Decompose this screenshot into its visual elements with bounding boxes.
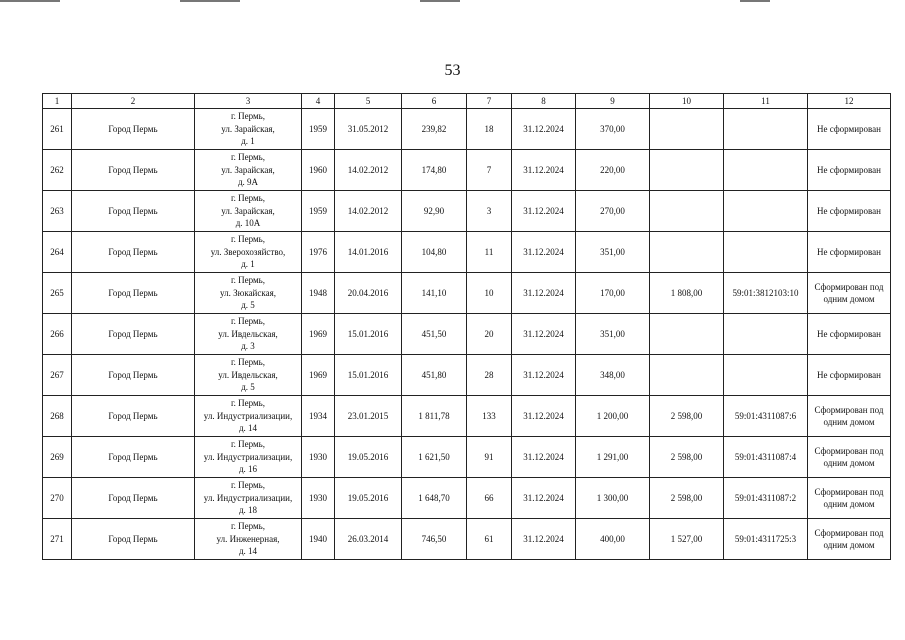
address-line: г. Пермь,	[230, 152, 266, 163]
date-cell: 14.01.2016	[335, 232, 402, 273]
address-line: г. Пермь,	[230, 275, 266, 286]
address-line: г. Пермь,	[230, 439, 266, 450]
build-year-cell: 1948	[302, 273, 335, 314]
deadline-cell: 31.12.2024	[512, 273, 576, 314]
value-cell: 351,00	[576, 314, 650, 355]
land-area-cell	[650, 150, 724, 191]
residents-count-cell: 3	[467, 191, 512, 232]
address-cell	[195, 273, 302, 314]
table-row	[43, 519, 891, 560]
land-area-cell: 2 598,00	[650, 396, 724, 437]
deadline-cell: 31.12.2024	[512, 232, 576, 273]
build-year-cell: 1940	[302, 519, 335, 560]
area-cell: 1 621,50	[402, 437, 467, 478]
cadastral-number-cell	[724, 191, 808, 232]
residents-count-cell: 91	[467, 437, 512, 478]
area-cell: 174,80	[402, 150, 467, 191]
deadline-cell: 31.12.2024	[512, 437, 576, 478]
land-area-cell	[650, 191, 724, 232]
land-status-cell: Не сформирован	[808, 232, 891, 273]
area-cell: 746,50	[402, 519, 467, 560]
housing-register-table	[42, 93, 891, 560]
column-header: 11	[724, 94, 808, 109]
area-cell: 1 648,70	[402, 478, 467, 519]
row-number-cell: 269	[43, 437, 72, 478]
cadastral-number-cell	[724, 150, 808, 191]
build-year-cell: 1969	[302, 355, 335, 396]
residents-count-cell: 66	[467, 478, 512, 519]
scan-edge-mark	[180, 0, 240, 2]
cadastral-number-cell: 59:01:4311087:4	[724, 437, 808, 478]
column-header: 5	[335, 94, 402, 109]
row-number-cell: 270	[43, 478, 72, 519]
table-row	[43, 314, 891, 355]
municipality-cell: Город Пермь	[72, 109, 195, 150]
column-header: 1	[43, 94, 72, 109]
column-header: 3	[195, 94, 302, 109]
scan-edge-mark	[420, 0, 460, 2]
address-line: д. 18	[238, 505, 258, 516]
address-line: г. Пермь,	[230, 357, 266, 368]
column-header: 12	[808, 94, 891, 109]
address-cell	[195, 396, 302, 437]
land-area-cell	[650, 232, 724, 273]
date-cell: 19.05.2016	[335, 478, 402, 519]
area-cell: 451,50	[402, 314, 467, 355]
land-status-cell: Сформирован под одним домом	[808, 519, 891, 560]
address-line: ул. Ивдельская,	[218, 369, 278, 380]
residents-count-cell: 20	[467, 314, 512, 355]
area-cell: 92,90	[402, 191, 467, 232]
municipality-cell: Город Пермь	[72, 478, 195, 519]
build-year-cell: 1959	[302, 191, 335, 232]
table-row	[43, 232, 891, 273]
column-number-header-row	[43, 94, 891, 109]
deadline-cell: 31.12.2024	[512, 396, 576, 437]
cadastral-number-cell: 59:01:4311087:6	[724, 396, 808, 437]
land-area-cell: 2 598,00	[650, 478, 724, 519]
deadline-cell: 31.12.2024	[512, 478, 576, 519]
land-area-cell: 1 808,00	[650, 273, 724, 314]
area-cell: 104,80	[402, 232, 467, 273]
row-number-cell: 261	[43, 109, 72, 150]
date-cell: 19.05.2016	[335, 437, 402, 478]
address-cell	[195, 109, 302, 150]
area-cell: 451,80	[402, 355, 467, 396]
address-line: ул. Зверохозяйство,	[210, 246, 286, 257]
value-cell: 1 291,00	[576, 437, 650, 478]
date-cell: 15.01.2016	[335, 314, 402, 355]
municipality-cell: Город Пермь	[72, 314, 195, 355]
address-line: ул. Индустриализации,	[203, 410, 293, 421]
date-cell: 26.03.2014	[335, 519, 402, 560]
address-line: г. Пермь,	[230, 193, 266, 204]
address-cell	[195, 232, 302, 273]
address-line: ул. Индустриализации,	[203, 492, 293, 503]
land-status-cell: Не сформирован	[808, 150, 891, 191]
table-row	[43, 478, 891, 519]
address-line: ул. Инженерная,	[216, 533, 280, 544]
scan-edge-mark	[740, 0, 770, 2]
municipality-cell: Город Пермь	[72, 232, 195, 273]
row-number-cell: 263	[43, 191, 72, 232]
column-header: 9	[576, 94, 650, 109]
date-cell: 14.02.2012	[335, 191, 402, 232]
address-line: д. 9А	[237, 177, 259, 188]
column-header: 6	[402, 94, 467, 109]
date-cell: 15.01.2016	[335, 355, 402, 396]
address-line: д. 14	[238, 423, 258, 434]
value-cell: 351,00	[576, 232, 650, 273]
column-header: 10	[650, 94, 724, 109]
address-line: д. 1	[241, 136, 255, 147]
scan-edge-mark	[0, 0, 60, 2]
municipality-cell: Город Пермь	[72, 191, 195, 232]
build-year-cell: 1934	[302, 396, 335, 437]
table-row	[43, 437, 891, 478]
address-cell	[195, 519, 302, 560]
land-status-cell: Сформирован под одним домом	[808, 478, 891, 519]
residents-count-cell: 61	[467, 519, 512, 560]
address-cell	[195, 437, 302, 478]
residents-count-cell: 18	[467, 109, 512, 150]
address-cell	[195, 150, 302, 191]
cadastral-number-cell	[724, 314, 808, 355]
address-cell	[195, 314, 302, 355]
build-year-cell: 1960	[302, 150, 335, 191]
build-year-cell: 1959	[302, 109, 335, 150]
land-area-cell: 2 598,00	[650, 437, 724, 478]
land-status-cell: Сформирован под одним домом	[808, 396, 891, 437]
land-area-cell	[650, 109, 724, 150]
address-line: д. 5	[241, 382, 255, 393]
deadline-cell: 31.12.2024	[512, 314, 576, 355]
municipality-cell: Город Пермь	[72, 437, 195, 478]
deadline-cell: 31.12.2024	[512, 109, 576, 150]
address-line: г. Пермь,	[230, 398, 266, 409]
land-status-cell: Сформирован под одним домом	[808, 437, 891, 478]
address-line: д. 16	[238, 464, 258, 475]
cadastral-number-cell: 59:01:3812103:10	[724, 273, 808, 314]
address-line: ул. Зарайская,	[221, 205, 275, 216]
table-row	[43, 355, 891, 396]
cadastral-number-cell	[724, 232, 808, 273]
land-area-cell: 1 527,00	[650, 519, 724, 560]
table-row	[43, 191, 891, 232]
row-number-cell: 268	[43, 396, 72, 437]
value-cell: 348,00	[576, 355, 650, 396]
date-cell: 31.05.2012	[335, 109, 402, 150]
municipality-cell: Город Пермь	[72, 355, 195, 396]
address-line: ул. Зарайская,	[221, 123, 275, 134]
deadline-cell: 31.12.2024	[512, 191, 576, 232]
municipality-cell: Город Пермь	[72, 519, 195, 560]
address-line: д. 14	[238, 546, 258, 557]
table-row	[43, 109, 891, 150]
land-status-cell: Не сформирован	[808, 109, 891, 150]
row-number-cell: 271	[43, 519, 72, 560]
address-line: г. Пермь,	[230, 234, 266, 245]
deadline-cell: 31.12.2024	[512, 519, 576, 560]
address-line: г. Пермь,	[230, 480, 266, 491]
row-number-cell: 266	[43, 314, 72, 355]
address-line: ул. Ивдельская,	[218, 328, 278, 339]
row-number-cell: 267	[43, 355, 72, 396]
value-cell: 1 300,00	[576, 478, 650, 519]
value-cell: 400,00	[576, 519, 650, 560]
value-cell: 270,00	[576, 191, 650, 232]
address-line: д. 5	[241, 300, 255, 311]
residents-count-cell: 7	[467, 150, 512, 191]
row-number-cell: 264	[43, 232, 72, 273]
value-cell: 1 200,00	[576, 396, 650, 437]
cadastral-number-cell: 59:01:4311725:3	[724, 519, 808, 560]
column-header: 4	[302, 94, 335, 109]
date-cell: 20.04.2016	[335, 273, 402, 314]
build-year-cell: 1969	[302, 314, 335, 355]
municipality-cell: Город Пермь	[72, 396, 195, 437]
residents-count-cell: 11	[467, 232, 512, 273]
value-cell: 220,00	[576, 150, 650, 191]
land-status-cell: Не сформирован	[808, 191, 891, 232]
address-line: г. Пермь,	[230, 111, 266, 122]
address-line: ул. Зарайская,	[221, 164, 275, 175]
cadastral-number-cell: 59:01:4311087:2	[724, 478, 808, 519]
land-status-cell: Не сформирован	[808, 355, 891, 396]
page-number: 53	[444, 62, 461, 79]
column-header: 7	[467, 94, 512, 109]
residents-count-cell: 28	[467, 355, 512, 396]
deadline-cell: 31.12.2024	[512, 150, 576, 191]
row-number-cell: 265	[43, 273, 72, 314]
table-row	[43, 273, 891, 314]
date-cell: 14.02.2012	[335, 150, 402, 191]
address-line: г. Пермь,	[230, 521, 266, 532]
land-status-cell: Сформирован под одним домом	[808, 273, 891, 314]
cadastral-number-cell	[724, 109, 808, 150]
row-number-cell: 262	[43, 150, 72, 191]
area-cell: 141,10	[402, 273, 467, 314]
residents-count-cell: 133	[467, 396, 512, 437]
address-cell	[195, 355, 302, 396]
deadline-cell: 31.12.2024	[512, 355, 576, 396]
table-row	[43, 150, 891, 191]
land-area-cell	[650, 355, 724, 396]
address-line: ул. Зюкайская,	[220, 287, 276, 298]
municipality-cell: Город Пермь	[72, 273, 195, 314]
value-cell: 370,00	[576, 109, 650, 150]
residents-count-cell: 10	[467, 273, 512, 314]
build-year-cell: 1976	[302, 232, 335, 273]
column-header: 2	[72, 94, 195, 109]
address-cell	[195, 478, 302, 519]
area-cell: 1 811,78	[402, 396, 467, 437]
address-line: д. 1	[241, 259, 255, 270]
land-status-cell: Не сформирован	[808, 314, 891, 355]
date-cell: 23.01.2015	[335, 396, 402, 437]
column-header: 8	[512, 94, 576, 109]
address-line: ул. Индустриализации,	[203, 451, 293, 462]
build-year-cell: 1930	[302, 478, 335, 519]
cadastral-number-cell	[724, 355, 808, 396]
land-area-cell	[650, 314, 724, 355]
municipality-cell: Город Пермь	[72, 150, 195, 191]
address-line: д. 10А	[235, 218, 261, 229]
value-cell: 170,00	[576, 273, 650, 314]
table-row	[43, 396, 891, 437]
address-line: д. 3	[241, 341, 255, 352]
build-year-cell: 1930	[302, 437, 335, 478]
address-line: г. Пермь,	[230, 316, 266, 327]
area-cell: 239,82	[402, 109, 467, 150]
address-cell	[195, 191, 302, 232]
